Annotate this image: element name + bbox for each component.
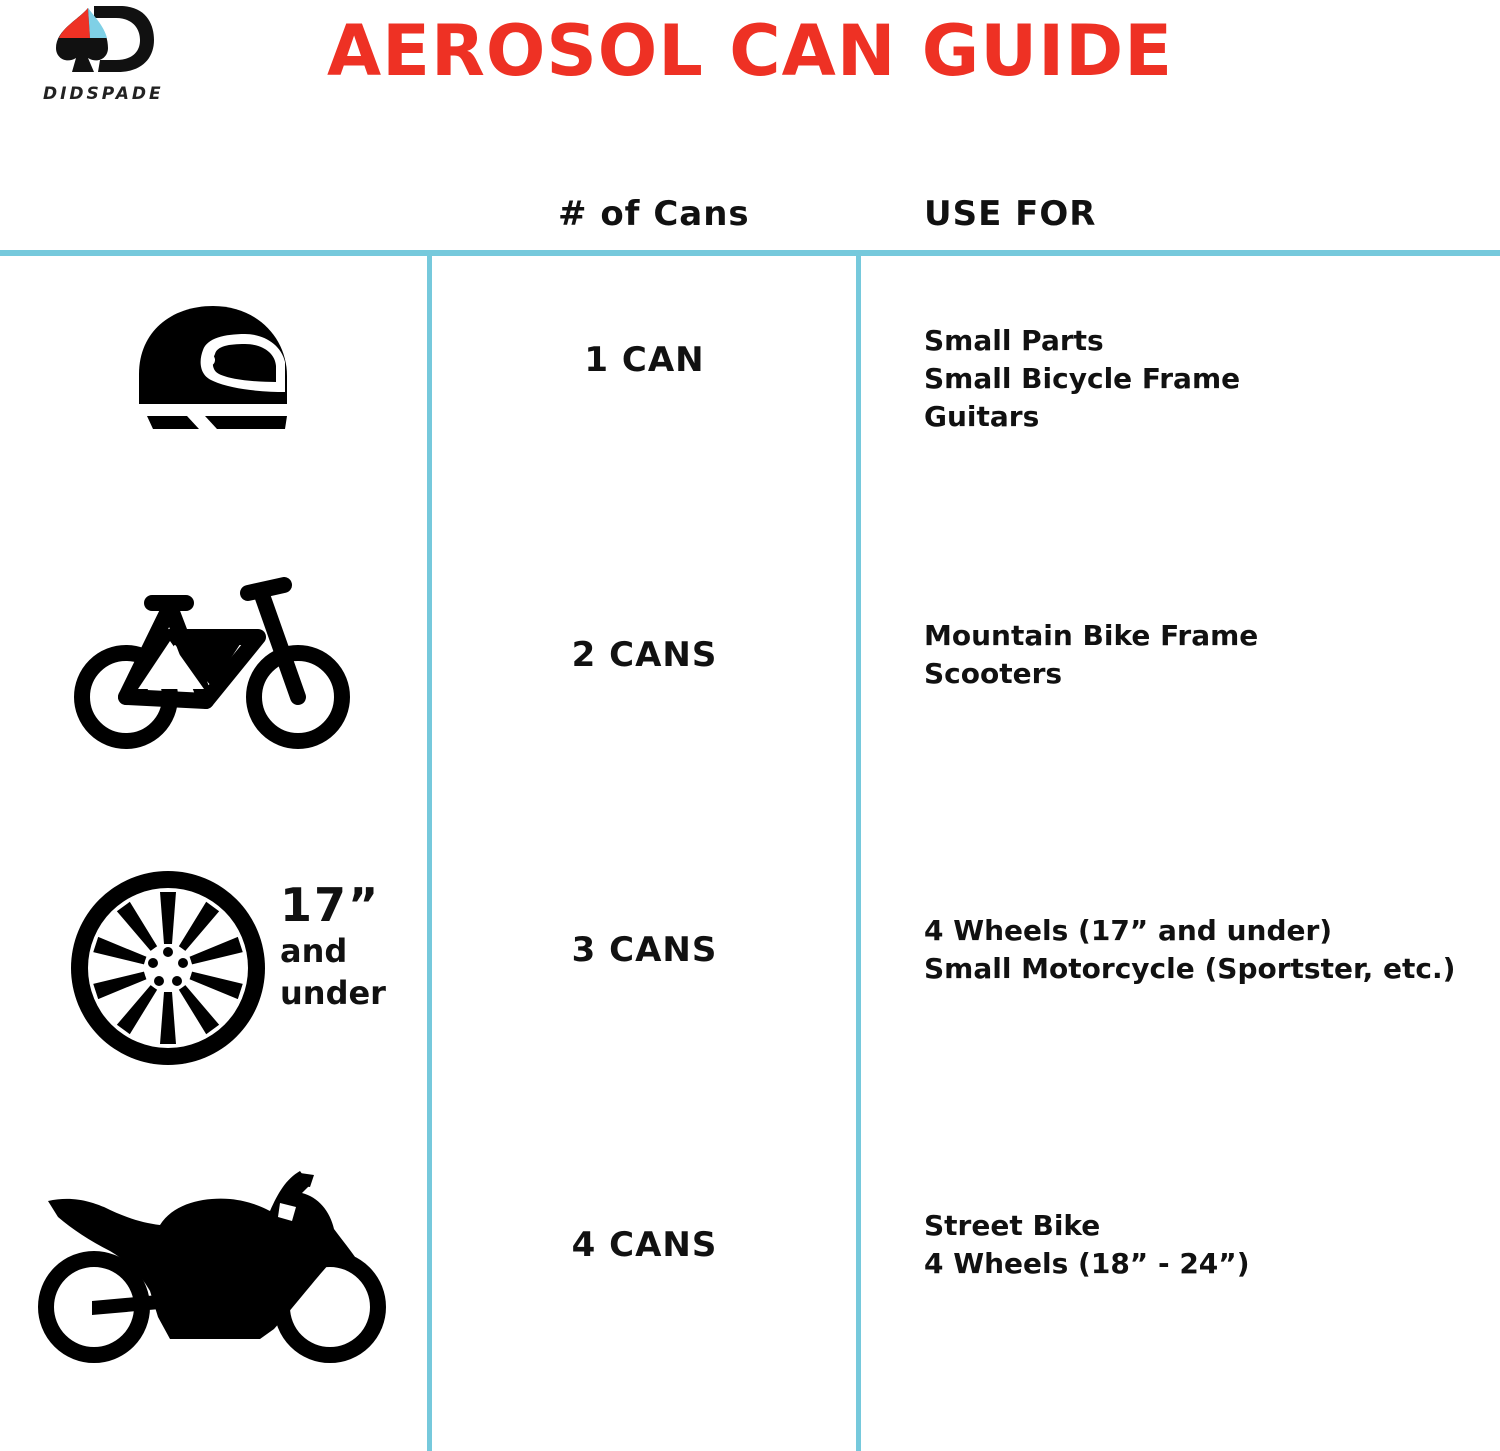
wheel-size: 17”: [280, 878, 381, 932]
brand-name: DIDSPADE: [43, 84, 164, 104]
use-item: Street Bike: [924, 1209, 1101, 1242]
page-title: AEROSOL CAN GUIDE: [326, 10, 1174, 92]
cans-count: 2 CANS: [571, 635, 718, 675]
helmet-icon: [135, 304, 290, 429]
use-list: [924, 912, 1455, 988]
use-item: Mountain Bike Frame: [924, 619, 1259, 652]
use-item: Scooters: [924, 657, 1063, 690]
use-list: [924, 1207, 1250, 1283]
table-row: [0, 551, 1500, 846]
use-list: [924, 322, 1240, 436]
wheel-size-under: under: [280, 974, 386, 1012]
motorcycle-icon: [34, 1167, 394, 1367]
cans-count: 4 CANS: [571, 1225, 718, 1265]
use-item: Guitars: [924, 400, 1040, 433]
table-row: [0, 256, 1500, 551]
use-item: 4 Wheels (18” - 24”): [924, 1247, 1250, 1280]
cans-count: 3 CANS: [571, 930, 718, 970]
table-row: [0, 1141, 1500, 1436]
use-item: Small Motorcycle (Sportster, etc.): [924, 952, 1456, 985]
use-item: Small Parts: [924, 324, 1104, 357]
use-item: Small Bicycle Frame: [924, 362, 1241, 395]
use-list: [924, 617, 1258, 693]
wheel-size-and: and: [280, 932, 348, 970]
bicycle-icon: [72, 577, 357, 757]
header-use-for: USE FOR: [924, 194, 1097, 234]
use-item: 4 Wheels (17” and under): [924, 914, 1333, 947]
header-cans: # of Cans: [558, 194, 750, 234]
wheel-icon: [68, 868, 268, 1068]
cans-count: 1 CAN: [584, 340, 705, 380]
wheel-size-label: [280, 880, 386, 1014]
table-row: [0, 846, 1500, 1141]
